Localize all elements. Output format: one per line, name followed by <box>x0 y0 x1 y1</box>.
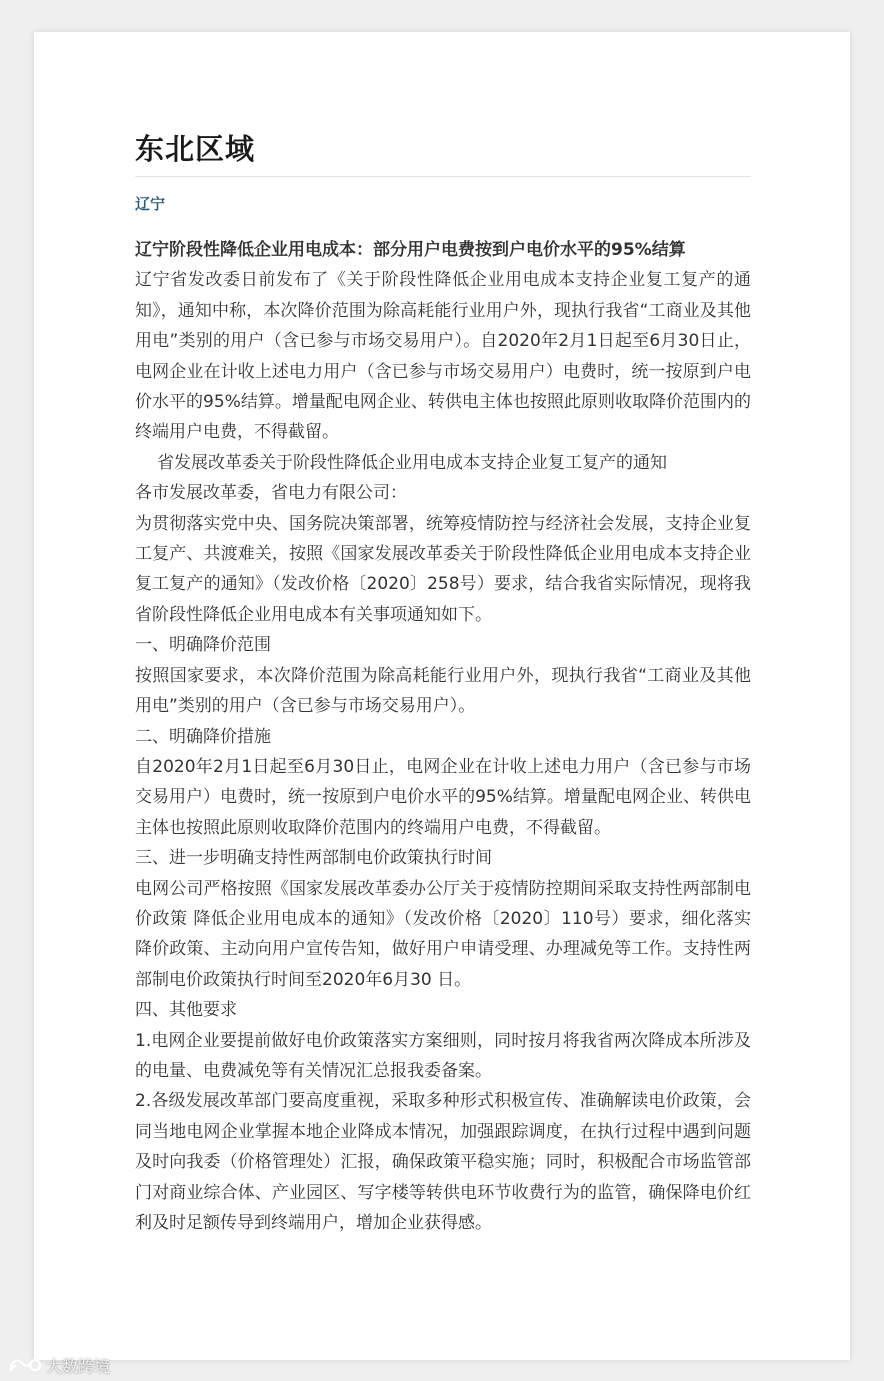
notice-title: 省发展改革委关于阶段性降低企业用电成本支持企业复工复产的通知 <box>157 452 667 473</box>
watermark <box>8 1353 110 1377</box>
article-content <box>135 128 751 1238</box>
watermark-text: 大数跨境 <box>46 1356 111 1376</box>
section-body-2: 自2020年2月1日起至6月30日止，电网企业在计收上述电力用户（含已参与市场交易用户）电费时，统一按原到户电价水平的95%结算。增量配电网企业、转供电主体也按照此原则收取降价范围内的终端用户电费，不得截留。 <box>135 756 751 838</box>
section-heading-1: 一、明确降价范围 <box>135 635 271 656</box>
intro-paragraph: 辽宁省发改委日前发布了《关于阶段性降低企业用电成本支持企业复工复产的通知》，通知中称，本次降价范围为除高耗能行业用户外，现执行我省“工商业及其他用电”类别的用户（含已参与市场交易用户）。自2020年2月1日起至6月30日止，电网企业在计收上述电力用户（含已参与市场交易用户）电费时，统一按原到户电价水平的95%结算。增量配电网企业、转供电主体也按照此原则收取降价范围内的终端用户电费，不得截留。 <box>135 270 751 443</box>
section-heading-2: 二、明确降价措施 <box>135 726 271 747</box>
section-body-1: 按照国家要求，本次降价范围为除高耗能行业用户外，现执行我省“工商业及其他用电”类别的用户（含已参与市场交易用户）。 <box>135 665 751 717</box>
section-body-3: 电网公司严格按照《国家发展改革委办公厅关于疫情防控期间采取支持性两部制电价政策 降低企业用电成本的通知》（发改价格〔2020〕110号）要求，细化落实降价政策、主动向用户宣传告知，做好用户申请受理、办理减免等工作。支持性两部制电价政策执行时间至2020年6月30 日。 <box>135 878 751 990</box>
region-label: 辽宁 <box>135 195 166 213</box>
notice-preamble: 为贯彻落实党中央、国务院决策部署，统筹疫情防控与经济社会发展，支持企业复工复产、共渡难关，按照《国家发展改革委关于阶段性降低企业用电成本支持企业复工复产的通知》（发改价格〔2020〕258号）要求，结合我省实际情况，现将我省阶段性降低企业用电成本有关事项通知如下。 <box>135 513 751 625</box>
requirement-item-1: 1.电网企业要提前做好电价政策落实方案细则，同时按月将我省两次降成本所涉及的电量、电费减免等有关情况汇总报我委备案。 <box>135 1030 751 1081</box>
article-headline: 辽宁阶段性降低企业用电成本：部分用户电费按到户电价水平的95%结算 <box>135 240 686 260</box>
notice-recipients: 各市发展改革委，省电力有限公司： <box>135 483 407 504</box>
document-page <box>34 32 850 1360</box>
section-heading-4: 四、其他要求 <box>135 1000 237 1021</box>
brand-logo-icon <box>8 1355 42 1375</box>
section-title: 东北区域 <box>135 128 751 177</box>
section-heading-3: 三、进一步明确支持性两部制电价政策执行时间 <box>135 848 492 869</box>
requirement-item-2: 2.各级发展改革部门要高度重视，采取多种形式积极宣传、准确解读电价政策，会同当地电网企业掌握本地企业降成本情况，加强跟踪调度，在执行过程中遇到问题及时向我委（价格管理处）汇报，确保政策平稳实施；同时，积极配合市场监管部门对商业综合体、产业园区、写字楼等转供电环节收费行为的监管，确保降电价红利及时足额传导到终端用户，增加企业获得感。 <box>135 1091 751 1233</box>
